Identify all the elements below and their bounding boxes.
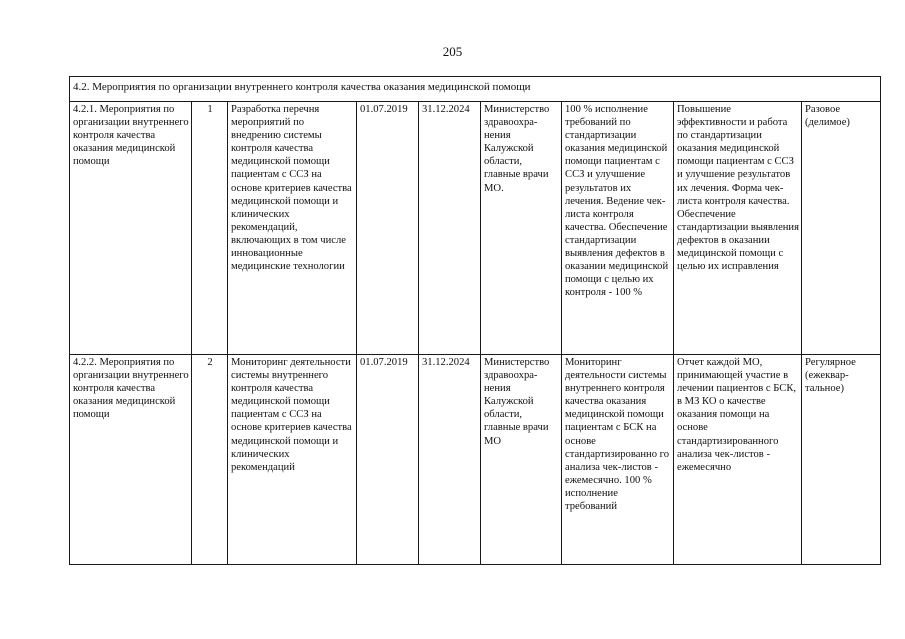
table-row (70, 102, 881, 355)
activity-description: Мониторинг деятельности системы внутреннего контроля качества медицинской помощи пациентам с ССЗ на основе критериев качества медицинской помощи и клинических рекомендаций (228, 355, 357, 565)
activity-result: Отчет каждой МО, принимающей участие в лечении пациентов с БСК, в МЗ КО о качестве оказания помощи на основе стандартизированного анализа чек-листов - ежемесячно (674, 355, 802, 565)
activity-end-date: 31.12.2024 (419, 355, 481, 565)
section-header-row (70, 77, 881, 102)
activity-number: 1 (192, 102, 228, 355)
activity-name: 4.2.1. Мероприятия по организации внутреннего контроля качества оказания медицинской помощи (70, 102, 192, 355)
activity-responsible: Министерство здравоохра-нения Калужской области, главные врачи МО (481, 355, 562, 565)
activity-description: Разработка перечня мероприятий по внедрению системы контроля качества медицинской помощи пациентам с ССЗ на основе критериев качества медицинской помощи и клинических рекомендаций, включающих в том числе инновационные медицинские технологии (228, 102, 357, 355)
page-number: 205 (442, 44, 463, 59)
activity-end-date: 31.12.2024 (419, 102, 481, 355)
section-title: 4.2. Мероприятия по организации внутреннего контроля качества оказания медицинской помощи (70, 77, 881, 102)
activities-table (69, 76, 881, 565)
activity-start-date: 01.07.2019 (357, 102, 419, 355)
activity-name: 4.2.2. Мероприятия по организации внутреннего контроля качества оказания медицинской помощи (70, 355, 192, 565)
activity-start-date: 01.07.2019 (357, 355, 419, 565)
activity-type: Регулярное (ежеквар-тальное) (802, 355, 881, 565)
activity-indicator: 100 % исполнение требований по стандартизации оказания медицинской помощи пациентам с ССЗ и улучшение результатов их лечения. Ведение чек-листа контроля качества. Обеспечение стандартизации выявления дефектов в оказании медицинской помощи с целью их контроля - 100 % (562, 102, 674, 355)
activity-type: Разовое (делимое) (802, 102, 881, 355)
activity-responsible: Министерство здравоохра-нения Калужской области, главные врачи МО. (481, 102, 562, 355)
activity-number: 2 (192, 355, 228, 565)
table-row (70, 355, 881, 565)
activity-result: Повышение эффективности и работа по стандартизации оказания медицинской помощи пациентам с ССЗ и улучшение результатов их лечения. Форма чек-листа контроля качества. Обеспечение стандартизации выявления дефектов в оказании медицинской помощи с целью их исправления (674, 102, 802, 355)
activity-indicator: Мониторинг деятельности системы внутреннего контроля качества оказания медицинской помощи пациентам с БСК на основе стандартизированно го анализа чек-листов - ежемесячно. 100 % исполнение требований (562, 355, 674, 565)
